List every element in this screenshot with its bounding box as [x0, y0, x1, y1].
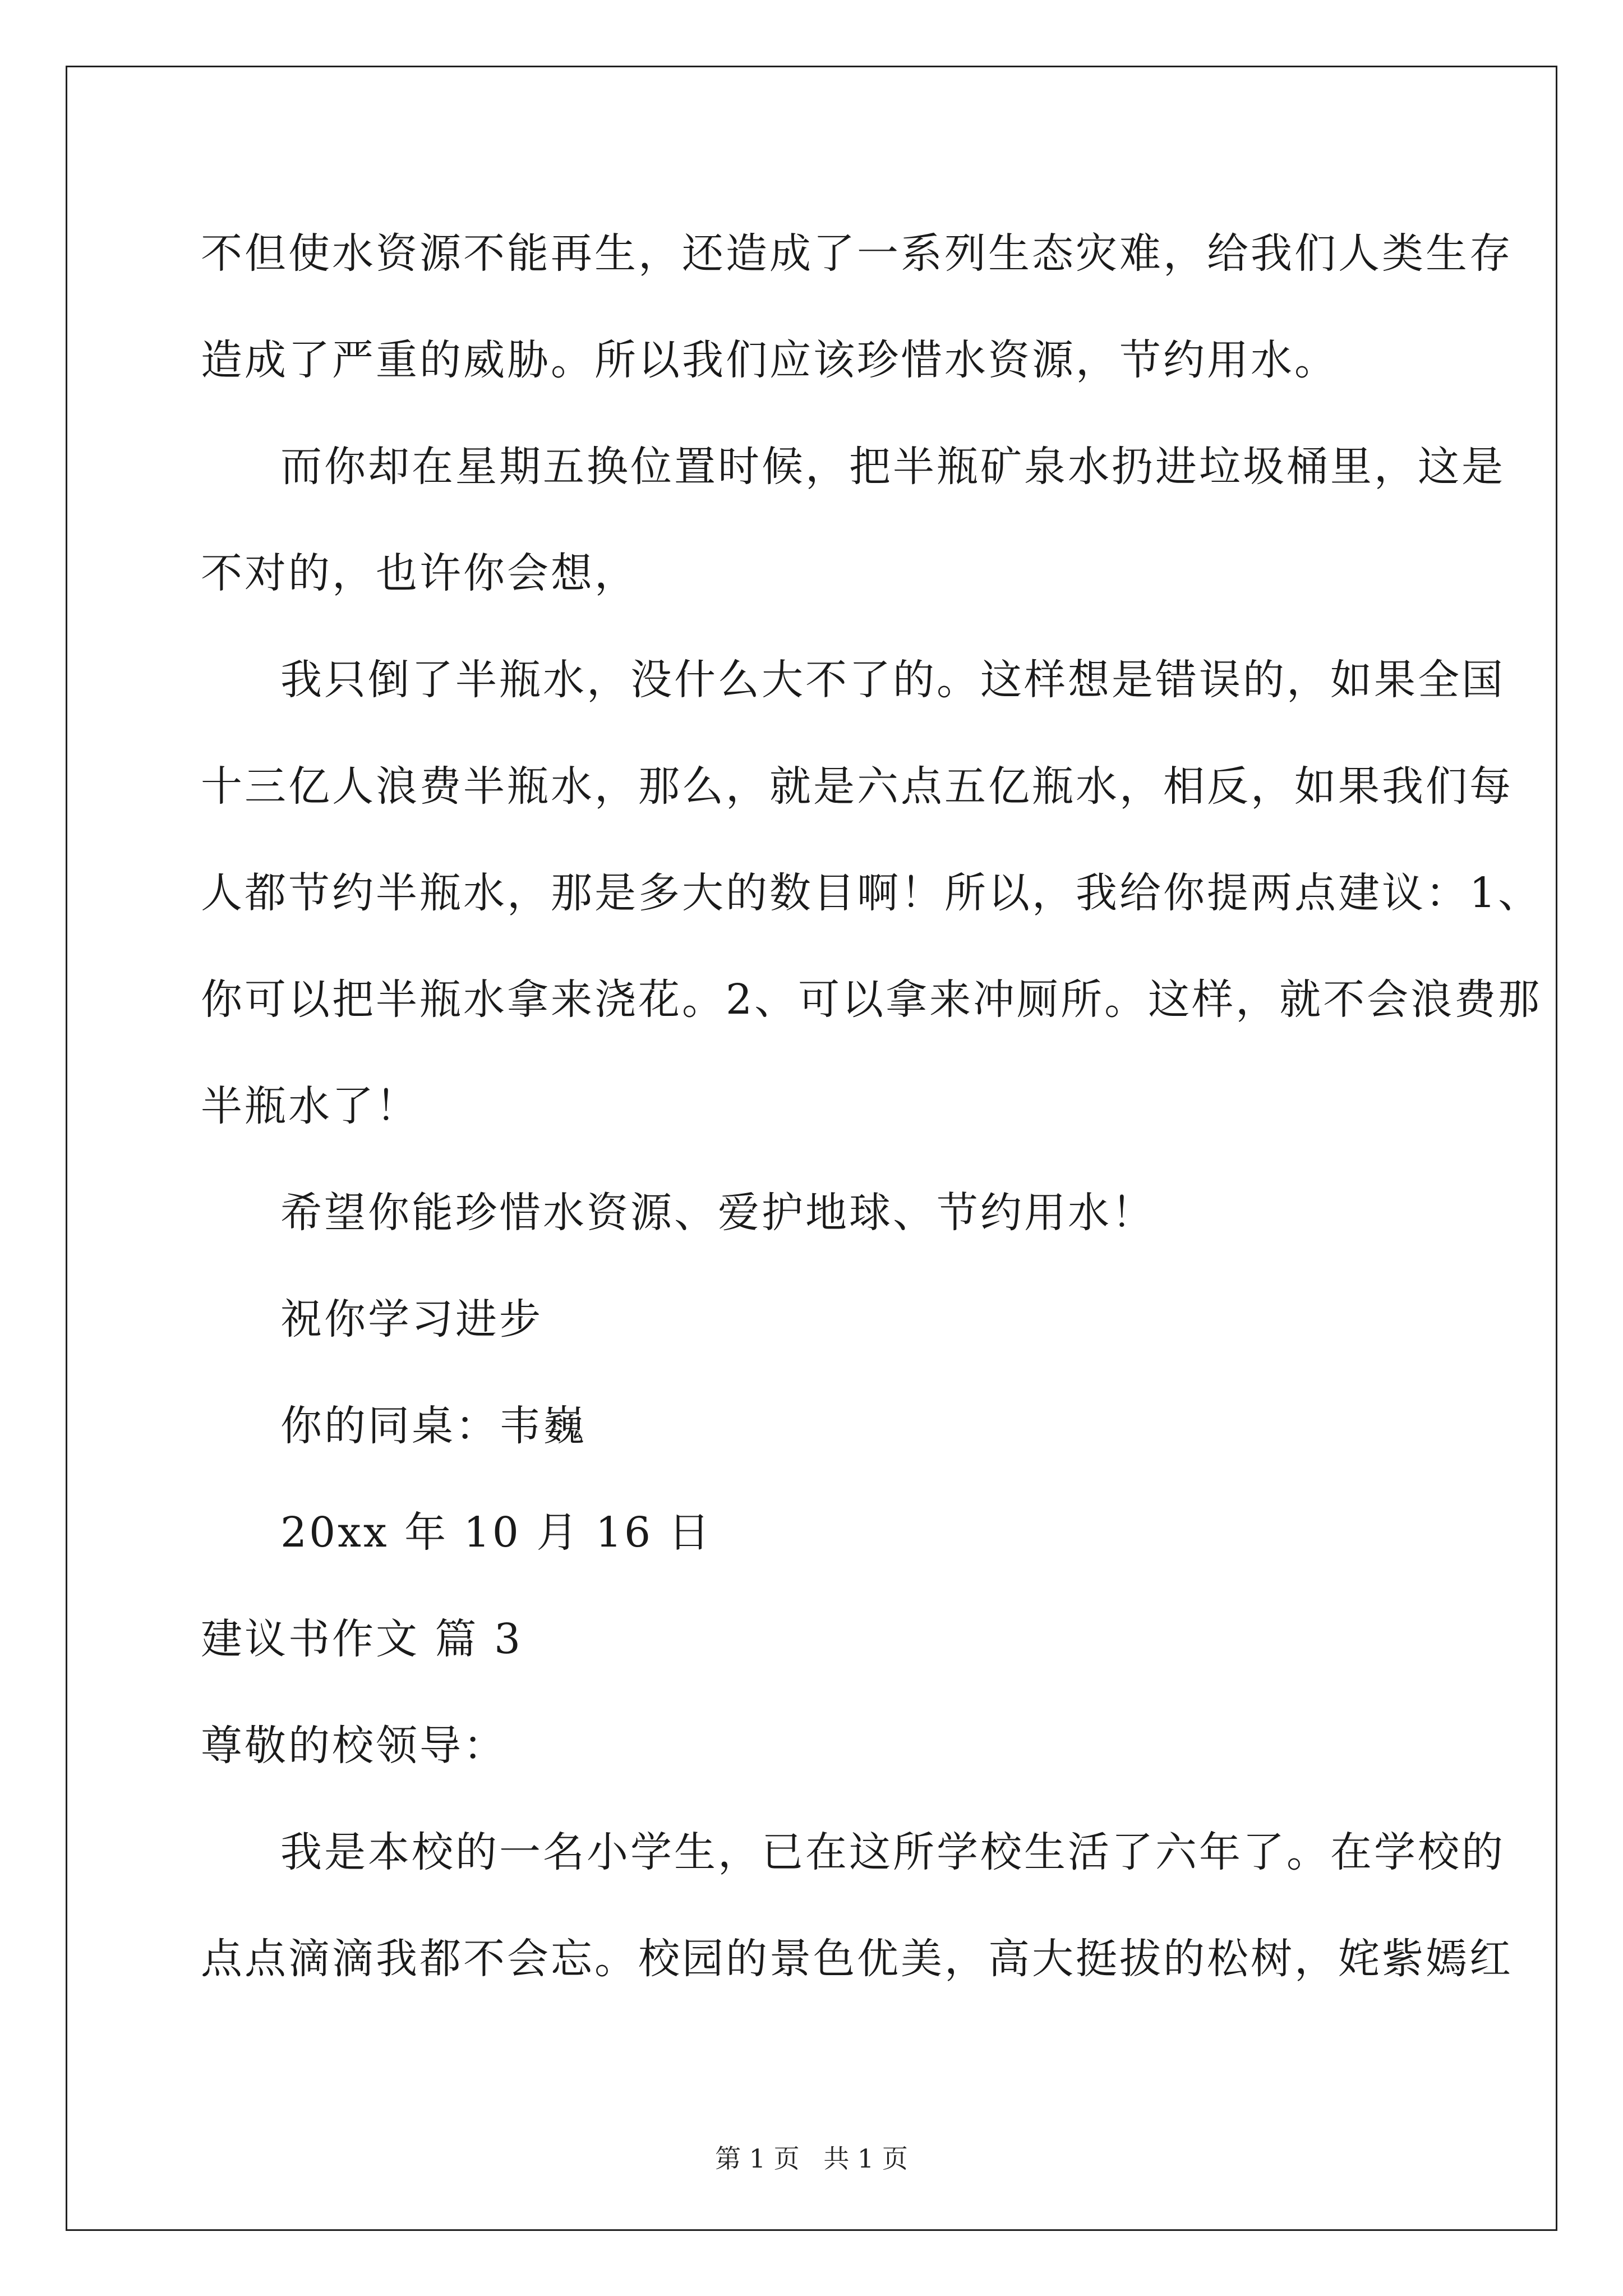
text-line: 十三亿人浪费半瓶水，那么，就是六点五亿瓶水，相反，如果我们每	[201, 762, 1513, 811]
page-footer	[0, 2138, 1623, 2175]
section-heading: 建议书作文 篇 3	[201, 1615, 523, 1663]
text-line: 而你却在星期五换位置时候，把半瓶矿泉水扔进垃圾桶里，这是	[280, 443, 1505, 491]
text-line: 不但使水资源不能再生，还造成了一系列生态灾难，给我们人类生存	[201, 229, 1513, 278]
text-line: 希望你能珍惜水资源、爱护地球、节约用水！	[280, 1189, 1155, 1237]
text-line: 不对的，也许你会想，	[201, 549, 638, 597]
text-line: 我是本校的一名小学生，已在这所学校生活了六年了。在学校的	[280, 1828, 1505, 1876]
text-line: 祝你学习进步	[280, 1295, 543, 1343]
text-line: 人都节约半瓶水，那是多大的数目啊！所以，我给你提两点建议：1、	[201, 869, 1542, 917]
text-line: 造成了严重的威胁。所以我们应该珍惜水资源，节约用水。	[201, 336, 1338, 384]
text-line: 点点滴滴我都不会忘。校园的景色优美，高大挺拔的松树，姹紫嫣红	[201, 1935, 1513, 1983]
page-total: 共 1 页	[823, 2143, 908, 2174]
page-number: 第 1 页	[715, 2143, 800, 2174]
signature-line: 你的同桌：韦巍	[280, 1402, 587, 1450]
text-line: 你可以把半瓶水拿来浇花。2、可以拿来冲厕所。这样，就不会浪费那	[201, 976, 1542, 1024]
date-line: 20xx 年 10 月 16 日	[280, 1508, 712, 1557]
salutation: 尊敬的校领导：	[201, 1722, 507, 1770]
text-line: 半瓶水了！	[201, 1082, 419, 1130]
text-line: 我只倒了半瓶水，没什么大不了的。这样想是错误的，如果全国	[280, 656, 1505, 704]
